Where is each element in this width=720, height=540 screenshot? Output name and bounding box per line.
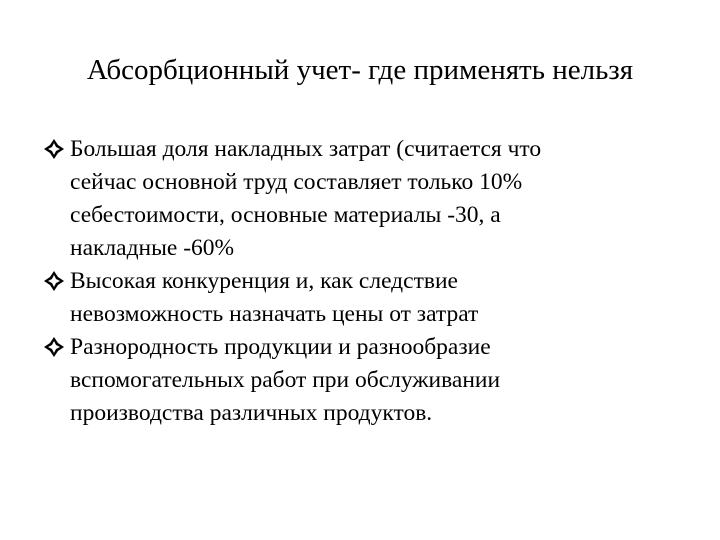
- bullet-item: [42, 331, 662, 430]
- slide-title: Абсорбционный учет- где применять нельзя: [86, 54, 634, 86]
- bullet-line: невозможность назначать цены от затрат: [70, 301, 479, 327]
- bullet-item: [42, 133, 662, 265]
- bullet-line: Большая доля накладных затрат (считается что: [70, 136, 542, 162]
- diamond-bullet-icon: [42, 335, 66, 359]
- bullet-line: вспомогательных работ при обслуживании: [70, 367, 501, 393]
- bullet-line: производства различных продуктов.: [70, 400, 433, 426]
- diamond-bullet-icon: [42, 269, 66, 293]
- bullet-line: накладные -60%: [70, 235, 235, 261]
- bullet-line: Высокая конкуренция и, как следствие: [70, 268, 458, 294]
- bullet-list: [42, 133, 662, 430]
- bullet-line: себестоимости, основные материалы -30, а: [70, 202, 501, 228]
- bullet-line: сейчас основной труд составляет только 10%: [70, 169, 523, 195]
- bullet-line: Разнородность продукции и разнообразие: [70, 334, 491, 360]
- bullet-item: [42, 265, 662, 331]
- diamond-bullet-icon: [42, 137, 66, 161]
